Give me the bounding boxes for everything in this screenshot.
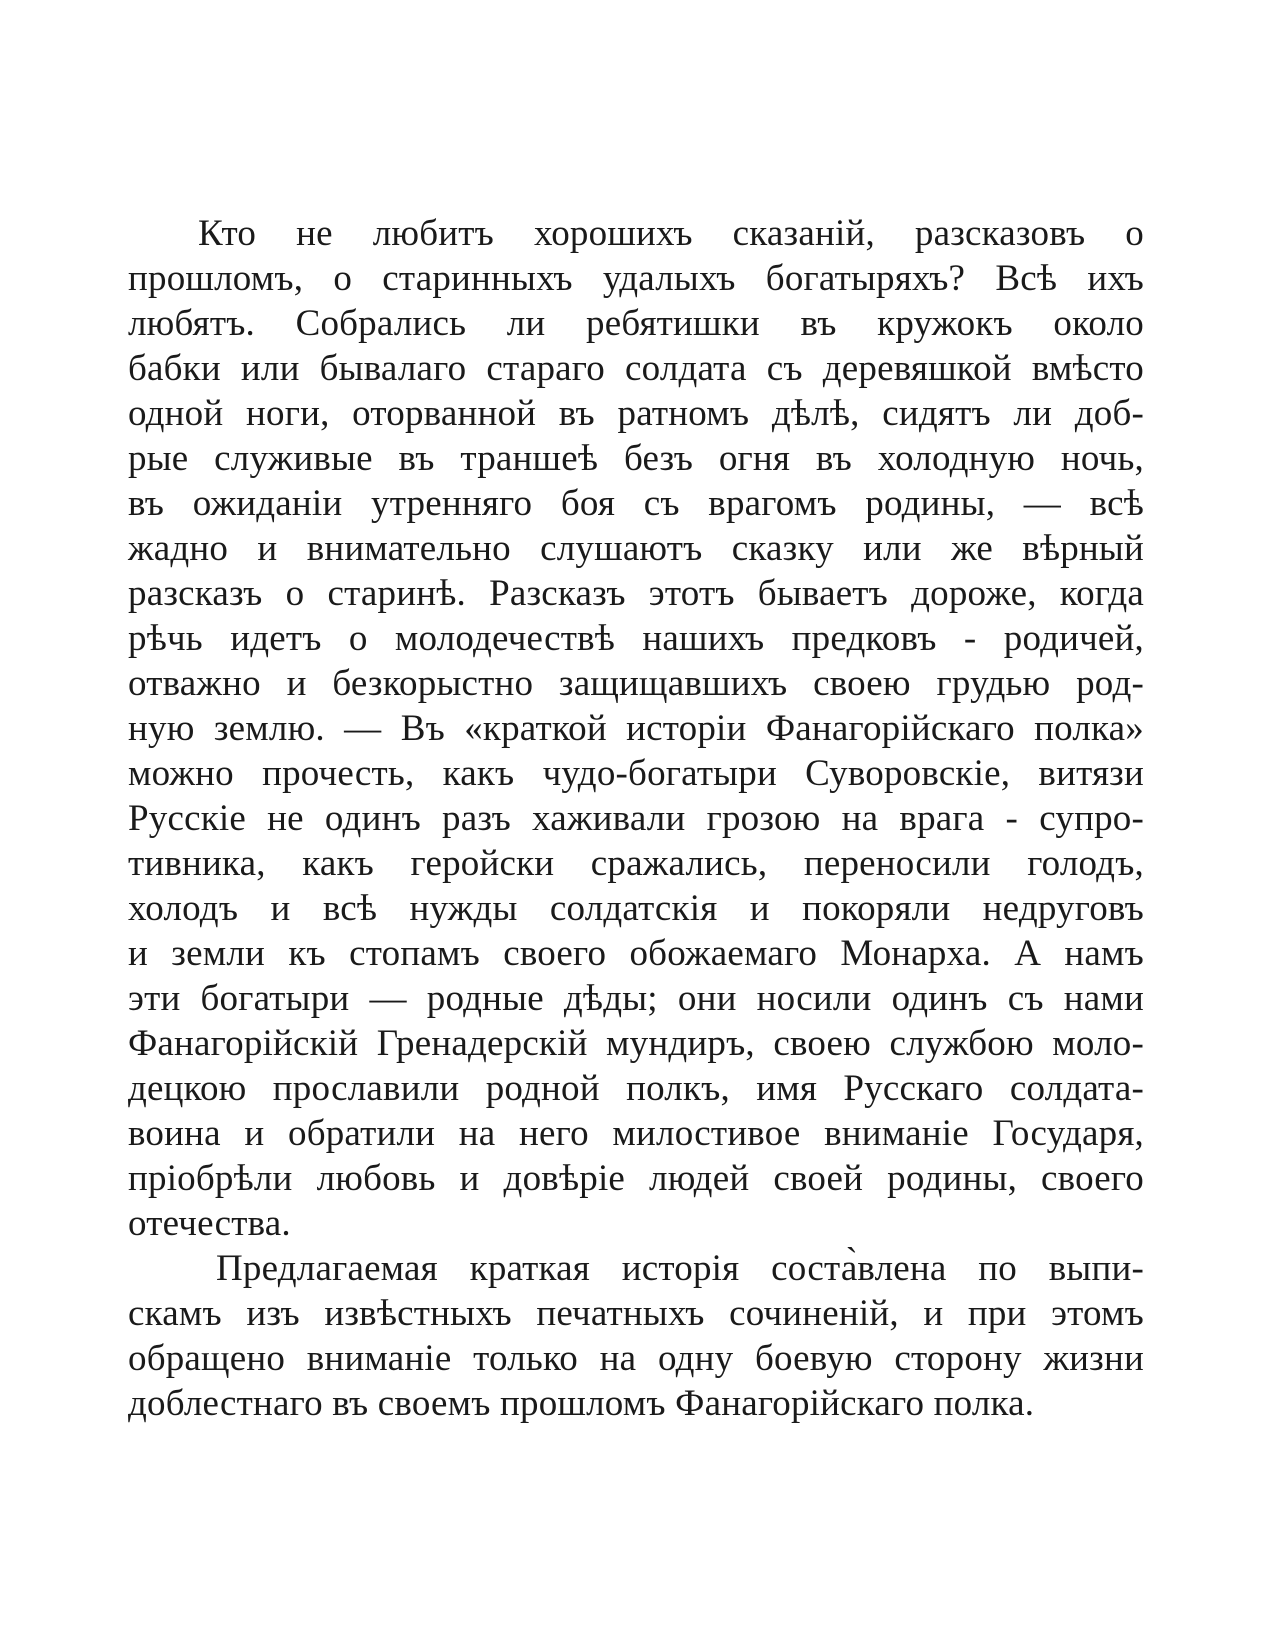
- text-line: рѣчь идетъ о молодечествѣ нашихъ предковъ - родичей,: [128, 618, 1144, 659]
- text-line: бабки или бывалаго стараго солдата съ деревяшкой вмѣсто: [128, 348, 1144, 389]
- text-line: пріобрѣли любовь и довѣріе людей своей родины, своего: [128, 1158, 1144, 1199]
- paragraph-2: [128, 1246, 1144, 1426]
- text-line: эти богатыри — родные дѣды; они носили одинъ съ нами: [128, 978, 1144, 1019]
- text-line: прошломъ, о старинныхъ удалыхъ богатыряхъ? Всѣ ихъ: [128, 258, 1144, 299]
- text-line: одной ноги, оторванной въ ратномъ дѣлѣ, сидятъ ли доб-: [128, 393, 1144, 434]
- text-line: можно прочесть, какъ чудо-богатыри Суворовскіе, витязи: [128, 753, 1144, 794]
- text-line: Кто не любитъ хорошихъ сказаній, разсказовъ о: [198, 213, 1144, 254]
- text-line: обращено вниманіе только на одну боевую сторону жизни: [128, 1338, 1144, 1379]
- text-line: отечества.: [128, 1203, 291, 1244]
- text-line: скамъ изъ извѣстныхъ печатныхъ сочиненій, и при этомъ: [128, 1293, 1144, 1334]
- text-line: жадно и внимательно слушаютъ сказку или же вѣрный: [128, 528, 1144, 569]
- text-line: холодъ и всѣ нужды солдатскія и покоряли недруговъ: [128, 888, 1144, 929]
- text-line: децкою прославили родной полкъ, имя Русскаго солдата-: [128, 1068, 1144, 1109]
- text-line: Русскіе не одинъ разъ хаживали грозою на врага - супро-: [128, 798, 1144, 839]
- text-line: ную землю. — Въ «краткой исторіи Фанагорійскаго полка»: [128, 708, 1144, 749]
- paragraph-1: [128, 211, 1144, 1246]
- text-line: рые служивые въ траншеѣ безъ огня въ холодную ночь,: [128, 438, 1144, 479]
- text-block: [128, 211, 1144, 1426]
- text-line: доблестнаго въ своемъ прошломъ Фанагорійскаго полка.: [128, 1383, 1035, 1424]
- text-line: Фанагорійскій Гренадерскій мундиръ, своею службою моло-: [128, 1023, 1144, 1064]
- text-line: Предлагаемая краткая исторія соста̀влена по выпи-: [216, 1248, 1144, 1289]
- text-line: разсказъ о старинѣ. Разсказъ этотъ бываетъ дороже, когда: [128, 573, 1144, 614]
- text-line: отважно и безкорыстно защищавшихъ своею грудью род-: [128, 663, 1144, 704]
- text-line: тивника, какъ геройски сражались, переносили голодъ,: [128, 843, 1144, 884]
- text-line: и земли къ стопамъ своего обожаемаго Монарха. А намъ: [128, 933, 1144, 974]
- text-line: въ ожиданіи утренняго боя съ врагомъ родины, — всѣ: [128, 483, 1144, 524]
- text-line: воина и обратили на него милостивое вниманіе Государя,: [128, 1113, 1144, 1154]
- text-line: любятъ. Собрались ли ребятишки въ кружокъ около: [128, 303, 1144, 344]
